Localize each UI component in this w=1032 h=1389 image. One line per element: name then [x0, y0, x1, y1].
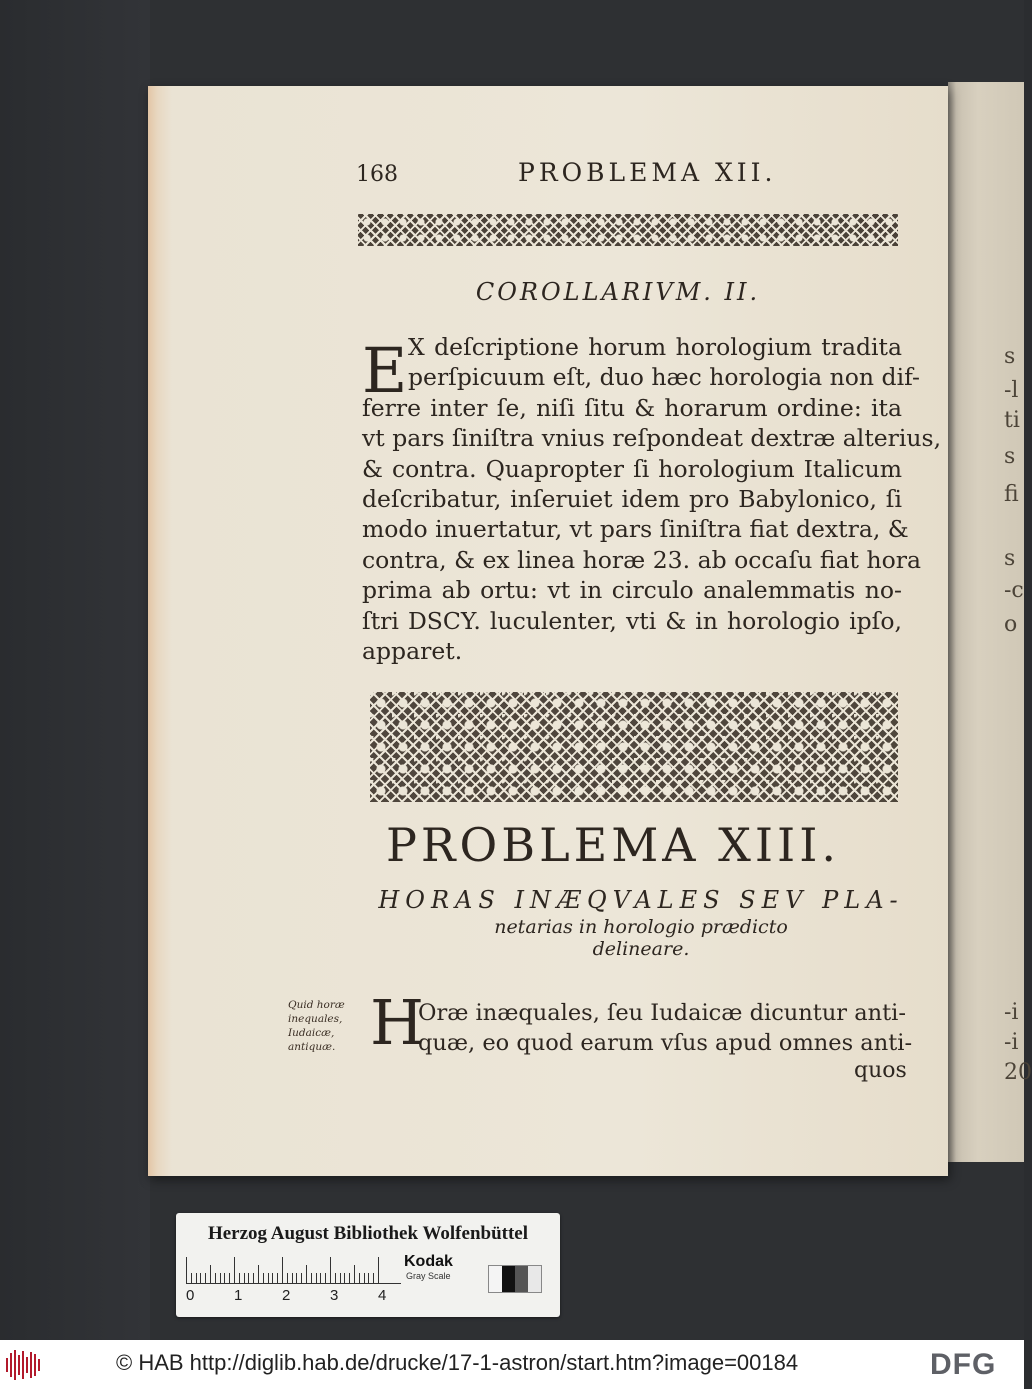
book-board	[0, 0, 150, 1340]
margin-note: Quid horæ inequales, Iudaicæ, antiquæ.	[288, 999, 345, 1053]
kodak-logo	[404, 1253, 453, 1281]
ruler-number: 3	[330, 1287, 339, 1304]
text-line: prima ab ortu: vt in circulo analemmatis no-	[362, 576, 902, 605]
facing-fragment: s	[1004, 546, 1016, 571]
gray-scale-patches	[488, 1265, 542, 1293]
ruler-number: 4	[378, 1287, 387, 1304]
facing-fragment: 20	[1004, 1060, 1032, 1085]
footer-bar	[0, 1340, 1024, 1389]
library-name: Herzog August Bibliothek Wolfenbüttel	[207, 1223, 529, 1244]
text-line: quæ, eo quod earum vſus apud omnes anti-	[418, 1030, 913, 1056]
ruler-tick	[268, 1273, 269, 1283]
text-line: Oræ inæquales, ſeu Iudaicæ dicuntur anti-	[418, 1000, 906, 1026]
ruler-tick	[316, 1273, 317, 1283]
ruler-tick	[287, 1273, 288, 1283]
text-line: X deſcriptione horum horologium tradita	[408, 333, 902, 361]
ruler-tick	[306, 1265, 307, 1283]
hora-dropcap: H	[370, 986, 425, 1059]
hora-text	[418, 998, 913, 1058]
facing-fragment: fi	[1004, 482, 1019, 507]
catchword: quos	[854, 1058, 907, 1083]
facing-fragment: -l	[1004, 378, 1019, 403]
ruler-number: 2	[282, 1287, 291, 1304]
ruler-tick	[244, 1273, 245, 1283]
ruler-tick	[368, 1273, 369, 1283]
text-line: perſpicuum eſt, duo hæc horologia non dif-	[408, 363, 920, 392]
ruler-tick	[325, 1273, 326, 1283]
corollary-text	[362, 332, 942, 666]
corollary-dropcap: E	[362, 334, 408, 407]
ruler-tick	[292, 1273, 293, 1283]
text-line: vt pars ſiniſtra vnius reſpondeat dextræ alterius,	[362, 424, 942, 453]
ruler-tick	[229, 1273, 230, 1283]
ruler-number: 0	[186, 1287, 195, 1304]
facing-fragment: -i	[1004, 1000, 1019, 1025]
ruler-tick	[205, 1273, 206, 1283]
library-label-card	[176, 1213, 560, 1317]
ruler-tick	[272, 1273, 273, 1283]
ruler-tick	[301, 1273, 302, 1283]
running-title: PROBLEMA XII.	[518, 158, 777, 187]
ruler-tick	[335, 1273, 336, 1283]
ruler-tick	[196, 1273, 197, 1283]
ruler-number: 1	[234, 1287, 243, 1304]
text-line: ſtri DSCY. luculenter, vti & in horologio ipſo,	[362, 606, 902, 635]
ruler-tick	[248, 1273, 249, 1283]
text-line: contra, & ex linea horæ 23. ab occaſu fiat hora	[362, 545, 921, 574]
text-line: ferre inter ſe, niſi ſitu & horarum ordine: ita	[362, 393, 902, 422]
subtitle-line-3: delineare.	[592, 938, 690, 960]
ruler-tick	[359, 1273, 360, 1283]
ornament-band-middle	[370, 692, 898, 802]
book-page	[148, 86, 948, 1176]
facing-fragment: ti	[1004, 408, 1020, 433]
ornament-band-top	[358, 214, 898, 246]
gray-patch	[502, 1266, 515, 1292]
ruler-tick	[282, 1257, 283, 1283]
corollary-heading: COROLLARIVM. II.	[475, 278, 761, 306]
text-line: deſcribatur, inſeruiet idem pro Babylonico, ſi	[362, 485, 902, 514]
ruler-tick	[296, 1273, 297, 1283]
text-line: apparet.	[362, 637, 463, 666]
ruler-tick	[253, 1273, 254, 1283]
kodak-subtitle: Gray Scale	[406, 1271, 451, 1281]
ruler-tick	[215, 1273, 216, 1283]
facing-fragment: s	[1004, 344, 1016, 369]
ruler-tick	[378, 1257, 379, 1283]
ruler-tick	[349, 1273, 350, 1283]
ruler-tick	[354, 1265, 355, 1283]
hab-logo-icon	[6, 1350, 46, 1380]
ruler-tick	[373, 1273, 374, 1283]
facing-page-edge	[948, 82, 1032, 1162]
gray-patch	[515, 1266, 528, 1292]
kodak-brand: Kodak	[404, 1253, 453, 1270]
source-link[interactable]: © HAB http://diglib.hab.de/drucke/17-1-astron/start.htm?image=00184	[116, 1350, 799, 1375]
gray-patch	[528, 1266, 541, 1292]
problem-subtitle	[376, 886, 906, 960]
ruler-tick	[311, 1273, 312, 1283]
subtitle-line-1: HORAS INÆQVALES SEV PLA-	[378, 886, 904, 914]
ruler-tick	[210, 1265, 211, 1283]
facing-fragment: -c	[1004, 578, 1024, 603]
text-line: modo inuertatur, vt pars ſiniſtra fiat dextra, &	[362, 515, 909, 544]
scale-ruler	[186, 1255, 401, 1284]
ruler-tick	[258, 1265, 259, 1283]
ruler-tick	[277, 1273, 278, 1283]
facing-fragment: s	[1004, 444, 1016, 469]
ruler-tick	[239, 1273, 240, 1283]
ruler-tick	[263, 1273, 264, 1283]
ruler-tick	[186, 1257, 187, 1283]
ruler-tick	[220, 1273, 221, 1283]
page-number: 168	[356, 162, 398, 187]
facing-fragment: o	[1004, 612, 1018, 637]
problem-title: PROBLEMA XIII.	[385, 818, 841, 872]
ruler-tick	[320, 1273, 321, 1283]
ruler-tick	[364, 1273, 365, 1283]
subtitle-line-2: netarias in horologio prædicto	[494, 916, 788, 938]
dfg-logo: DFG	[930, 1348, 997, 1381]
ruler-tick	[330, 1257, 331, 1283]
ruler-tick	[200, 1273, 201, 1283]
ruler-tick	[191, 1273, 192, 1283]
ruler-tick	[224, 1273, 225, 1283]
gray-patch	[489, 1266, 502, 1292]
facing-fragment: -i	[1004, 1030, 1019, 1055]
text-line: & contra. Quapropter ſi horologium Italicum	[362, 454, 902, 483]
ruler-tick	[340, 1273, 341, 1283]
ruler-tick	[344, 1273, 345, 1283]
ruler-tick	[234, 1257, 235, 1283]
